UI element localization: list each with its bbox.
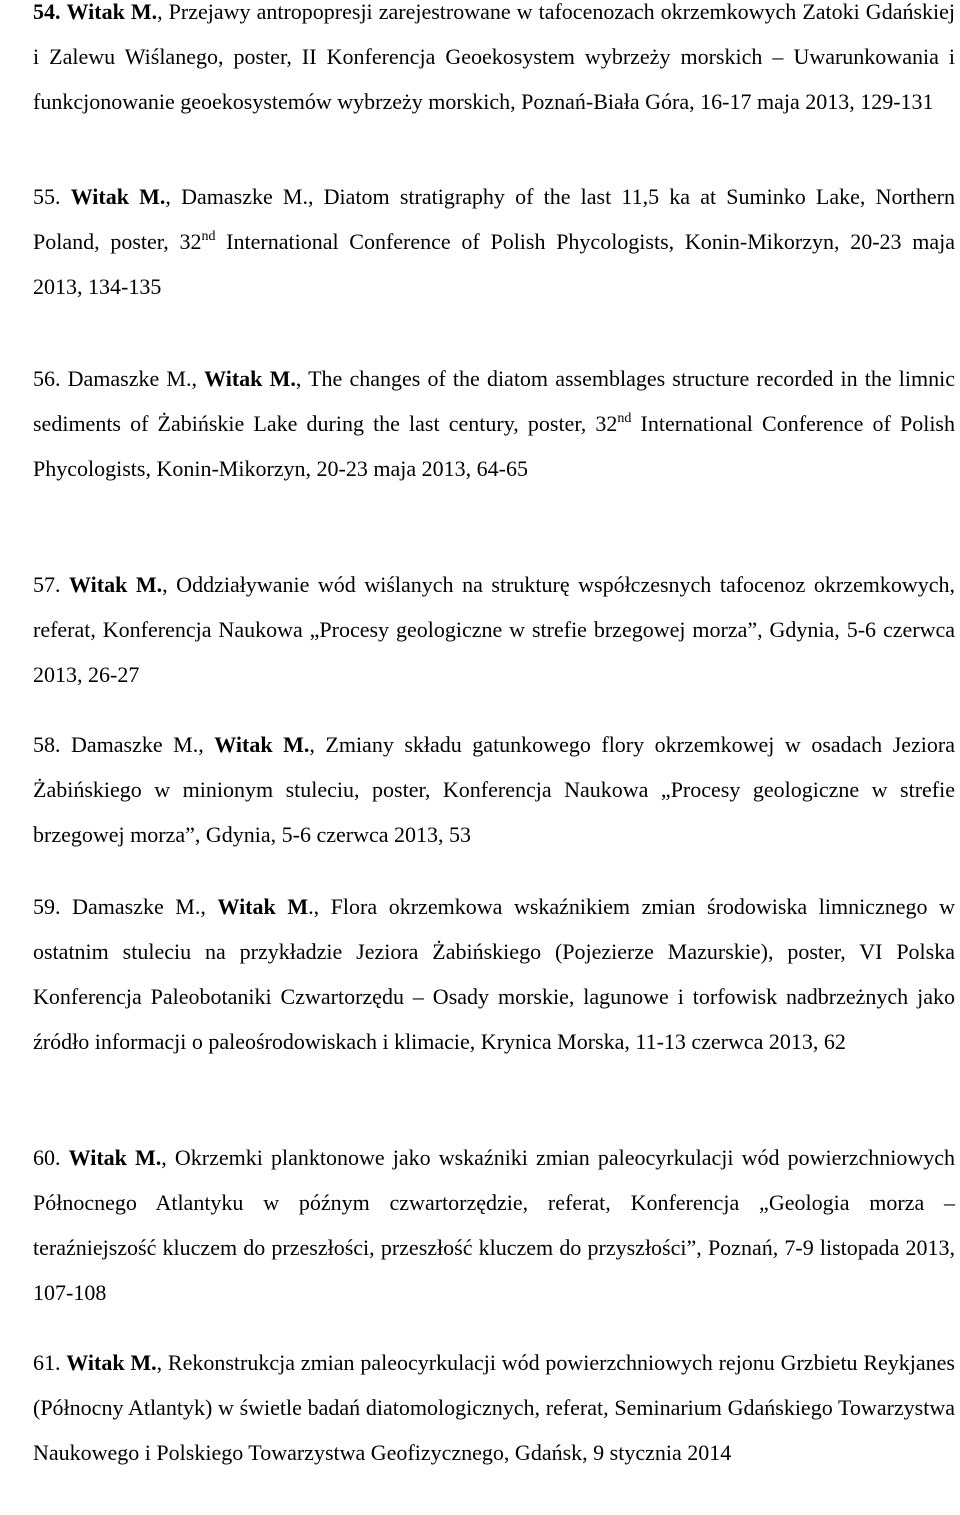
entry-coauthor: Damaszke M., <box>72 894 218 919</box>
entry-citation: , Oddziaływanie wód wiślanych na strukturę współczesnych tafocenoz okrzemkowych, referat, Konferencja Naukowa „Procesy geologiczne w strefie brzegowej morza”, Gdynia, 5-6 czerwca 2013, 26-27 <box>33 572 956 687</box>
entry-number: 59. <box>33 894 61 919</box>
entry-number: 54. <box>33 0 61 24</box>
entry-author: Witak M. <box>69 572 163 597</box>
publication-entry-55 <box>33 174 955 309</box>
entry-citation-cont: International Conference of Polish Phycologists, Konin-Mikorzyn, 20-23 maja 2013, 64-65 <box>33 411 955 481</box>
entry-author: Witak M. <box>66 0 158 24</box>
entry-citation: , Zmiany składu gatunkowego flory okrzemkowej w osadach Jeziora Żabińskiego w minionym stuleciu, poster, Konferencja Naukowa „Procesy geologiczne w strefie brzegowej morza”, Gdynia, 5-6 czerwca 2013, 53 <box>33 732 956 847</box>
entry-number: 61. <box>33 1350 61 1375</box>
entry-coauthor: Damaszke M., <box>71 732 215 757</box>
entry-author: Witak M. <box>68 1145 162 1170</box>
entry-author: Witak M. <box>66 1350 157 1375</box>
entry-citation: , Rekonstrukcja zmian paleocyrkulacji wód powierzchniowych rejonu Grzbietu Reykjanes (Północny Atlantyk) w świetle badań diatomologicznych, referat, Seminarium Gdańskiego Towarzystwa Naukowego i Polskiego Towarzystwa Geofizycznego, Gdańsk, 9 stycznia 2014 <box>33 1350 955 1465</box>
entry-number: 56. <box>33 366 61 391</box>
entry-number: 55. <box>33 184 61 209</box>
entry-number: 58. <box>33 732 61 757</box>
publication-entry-60 <box>33 1135 955 1315</box>
entry-coauthor: , Damaszke M. <box>165 184 308 209</box>
publication-entry-59 <box>33 884 955 1064</box>
entry-superscript: nd <box>201 229 216 244</box>
entry-author: Witak M. <box>214 732 310 757</box>
entry-citation: , Diatom stratigraphy of the last 11,5 ka at Suminko Lake, Northern Poland, poster, 32 <box>33 184 956 254</box>
entry-citation: , The changes of the diatom assemblages structure recorded in the limnic sediments of Żabińskie Lake during the last century, poster, 32 <box>33 366 956 436</box>
entry-superscript: nd <box>617 411 632 426</box>
entry-author: Witak M. <box>204 366 296 391</box>
entry-citation: , Przejawy antropopresji zarejestrowane w tafocenozach okrzemkowych Zatoki Gdańskiej i Zalewu Wiślanego, poster, II Konferencja Geoekosystem wybrzeży morskich – Uwarunkowania i funkcjonowanie geoekosystemów wybrzeży morskich, Poznań-Biała Góra, 16-17 maja 2013, 129-131 <box>33 0 956 114</box>
publication-entry-58 <box>33 722 955 857</box>
entry-number: 60. <box>33 1145 61 1170</box>
entry-author: Witak M <box>217 894 309 919</box>
entry-citation-cont: International Conference of Polish Phycologists, Konin-Mikorzyn, 20-23 maja 2013, 134-135 <box>33 229 955 299</box>
publication-entry-54 <box>33 0 955 124</box>
entry-coauthor: Damaszke M., <box>67 366 205 391</box>
publication-entry-56 <box>33 356 955 491</box>
publication-entry-57 <box>33 562 955 697</box>
publication-entry-61 <box>33 1340 955 1475</box>
entry-author: Witak M. <box>70 184 166 209</box>
entry-citation: , Okrzemki planktonowe jako wskaźniki zmian paleocyrkulacji wód powierzchniowych Północnego Atlantyku w późnym czwartorzędzie, referat, Konferencja „Geologia morza – teraźniejszość kluczem do przeszłości, przeszłość kluczem do przyszłości”, Poznań, 7-9 listopada 2013, 107-108 <box>33 1145 955 1305</box>
entry-citation: ., Flora okrzemkowa wskaźnikiem zmian środowiska limnicznego w ostatnim stuleciu na przykładzie Jeziora Żabińskiego (Pojezierze Mazurskie), poster, VI Polska Konferencja Paleobotaniki Czwartorzędu – Osady morskie, lagunowe i torfowisk nadbrzeżnych jako źródło informacji o paleośrodowiskach i klimacie, Krynica Morska, 11-13 czerwca 2013, 62 <box>33 894 955 1054</box>
entry-number: 57. <box>33 572 61 597</box>
